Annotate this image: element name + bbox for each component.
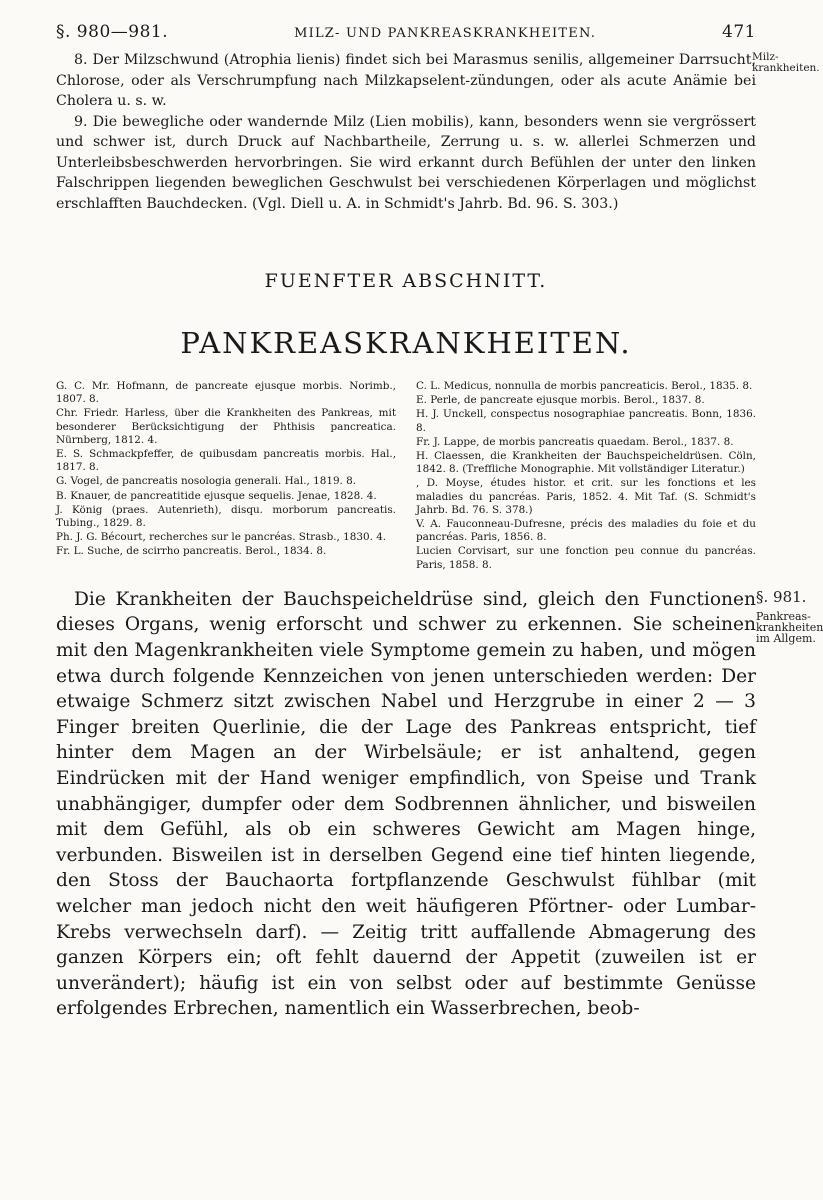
literature-entry: G. Vogel, de pancreatis nosologia generali. Hal., 1819. 8. [56, 475, 357, 488]
literature-entry: B. Knauer, de pancreatitide ejusque sequelis. Jenae, 1828. 4. [56, 489, 377, 502]
literature-entry: , D. Moyse, études histor. et crit. sur les fonctions et les maladies du pancréas. Paris, 1852. 4. Mit Taf. (S. Schmidt's Jahrb. Bd. 76. S. 378.) [416, 477, 756, 516]
literature-column-right [416, 380, 756, 573]
literature-entry: H. Claessen, die Krankheiten der Bauchspeicheldrüsen. Cöln, 1842. 8. (Treffliche Monographie. Mit vollständiger Literatur.) [416, 450, 756, 476]
literature-entry: G. C. Mr. Hofmann, de pancreate ejusque morbis. Norimb., 1807. 8. [56, 380, 396, 406]
literature-entry: J. König (praes. Autenrieth), disqu. morborum pancreatis. Tubing., 1829. 8. [56, 503, 396, 530]
page-number: 471 [722, 22, 756, 42]
section-range: §. 980—981. [56, 22, 169, 42]
paragraph-9: 9. Die bewegliche oder wandernde Milz (Lien mobilis), kann, besonders wenn sie vergrössert und schwer ist, durch Druck auf Nachbartheile, Zerrung u. s. w. allerlei Schmerzen und Unterleibsbeschwerden hervorbringen. Sie wird erkannt durch Befühlen der unter den linken Falschrippen liegenden beweglichen Geschwulst bei verschiedenen Körperlagen und möglichst erschlafften Bauchdecken. (Vgl. Diell u. A. in Schmidt's Jahrb. Bd. 96. S. 303.) [56, 113, 756, 212]
main-paragraph: Die Krankheiten der Bauchspeicheldrüse sind, gleich den Functionen dieses Organs, wenig erforscht und schwer zu erkennen. Sie scheinen mit den Magenkrankheiten viele Symptome gemein zu haben, und mögen etwa durch folgende Kennzeichen von jenen unterschieden werden: Der etwaige Schmerz sitzt zwischen Nabel und Herzgrube in einer 2 — 3 Finger breiten Querlinie, die der Lage des Pankreas entspricht, tief hinter dem Magen an der Wirbelsäule; er ist anhaltend, gegen Eindrücken mit der Hand weniger empfindlich, von Speise und Trank unabhängiger, dumpfer oder dem Sodbrennen ähnlicher, und bisweilen mit dem Gefühl, als ob ein schweres Gewicht am Magen hinge, verbunden. Bisweilen ist in derselben Gegend eine tief hinten liegende, den Stoss der Bauchaorta fortpflanzende Geschwulst fühlbar (mit welcher man jedoch nicht den weit häufigeren Pförtner- oder Lumbar-Krebs verwechseln darf). — Zeitig tritt auffallende Abmagerung des ganzen Körpers ein; oft fehlt dauernd der Appetit (zuweilen ist er unverändert); häufig ist ein von selbst oder auf bestimmte Genüsse erfolgendes Erbrechen, namentlich ein Wasserbrechen, beob- [56, 588, 756, 1020]
literature-entry: Fr. L. Suche, de scirrho pancreatis. Berol., 1834. 8. [56, 545, 327, 558]
paragraph-8: 8. Der Milzschwund (Atrophia lienis) findet sich bei Marasmus senilis, allgemeiner Darrsucht, Chlorose, oder als Verschrumpfung nach Milzkapselent-zündungen, oder als acute Anämie bei Cholera u. s. w. [56, 52, 756, 109]
literature-entry: Lucien Corvisart, sur une fonction peu connue du pancréas. Paris, 1858. 8. [416, 545, 756, 571]
literature-entry: Fr. J. Lappe, de morbis pancreatis quaedam. Berol., 1837. 8. [416, 435, 734, 448]
literature-entry: E. S. Schmackpfeffer, de quibusdam pancreatis morbis. Hal., 1817. 8. [56, 448, 396, 474]
literature-entry: H. J. Unckell, conspectus nosographiae pancreatis. Bonn, 1836. 8. [416, 408, 756, 434]
milz-section [56, 50, 820, 214]
literature-entry: Ph. J. G. Bécourt, recherches sur le pancréas. Strasb., 1830. 4. [56, 531, 387, 544]
literature-list [56, 380, 756, 573]
literature-entry: V. A. Fauconneau-Dufresne, précis des maladies du foie et du pancréas. Paris, 1856. 8. [416, 518, 756, 544]
literature-column-left [56, 380, 396, 573]
literature-entry: Chr. Friedr. Harless, über die Krankheiten des Pankreas, mit besonderer Berücksichtigung der Phthisis pancreatica. Nürnberg, 1812. 4. [56, 407, 396, 446]
margin-note-milz: Milz-krankheiten. [752, 51, 820, 74]
running-header [56, 22, 756, 42]
literature-entry: C. L. Medicus, nonnulla de morbis pancreaticis. Berol., 1835. 8. [416, 380, 753, 392]
section-number: §. 981. [756, 587, 807, 606]
literature-entry: E. Perle, de pancreate ejusque morbis. Berol., 1837. 8. [416, 394, 705, 407]
chapter-title: PANKREASKRANKHEITEN. [180, 326, 632, 360]
chapter-heading: FUENFTER ABSCHNITT. [264, 270, 548, 292]
book-page [56, 22, 823, 1022]
pankreas-main-text [56, 587, 823, 1022]
margin-note-pankreas: Pankreas-krankheiten im Allgem. [756, 609, 823, 645]
running-title: MILZ- UND PANKREASKRANKHEITEN. [294, 26, 597, 41]
